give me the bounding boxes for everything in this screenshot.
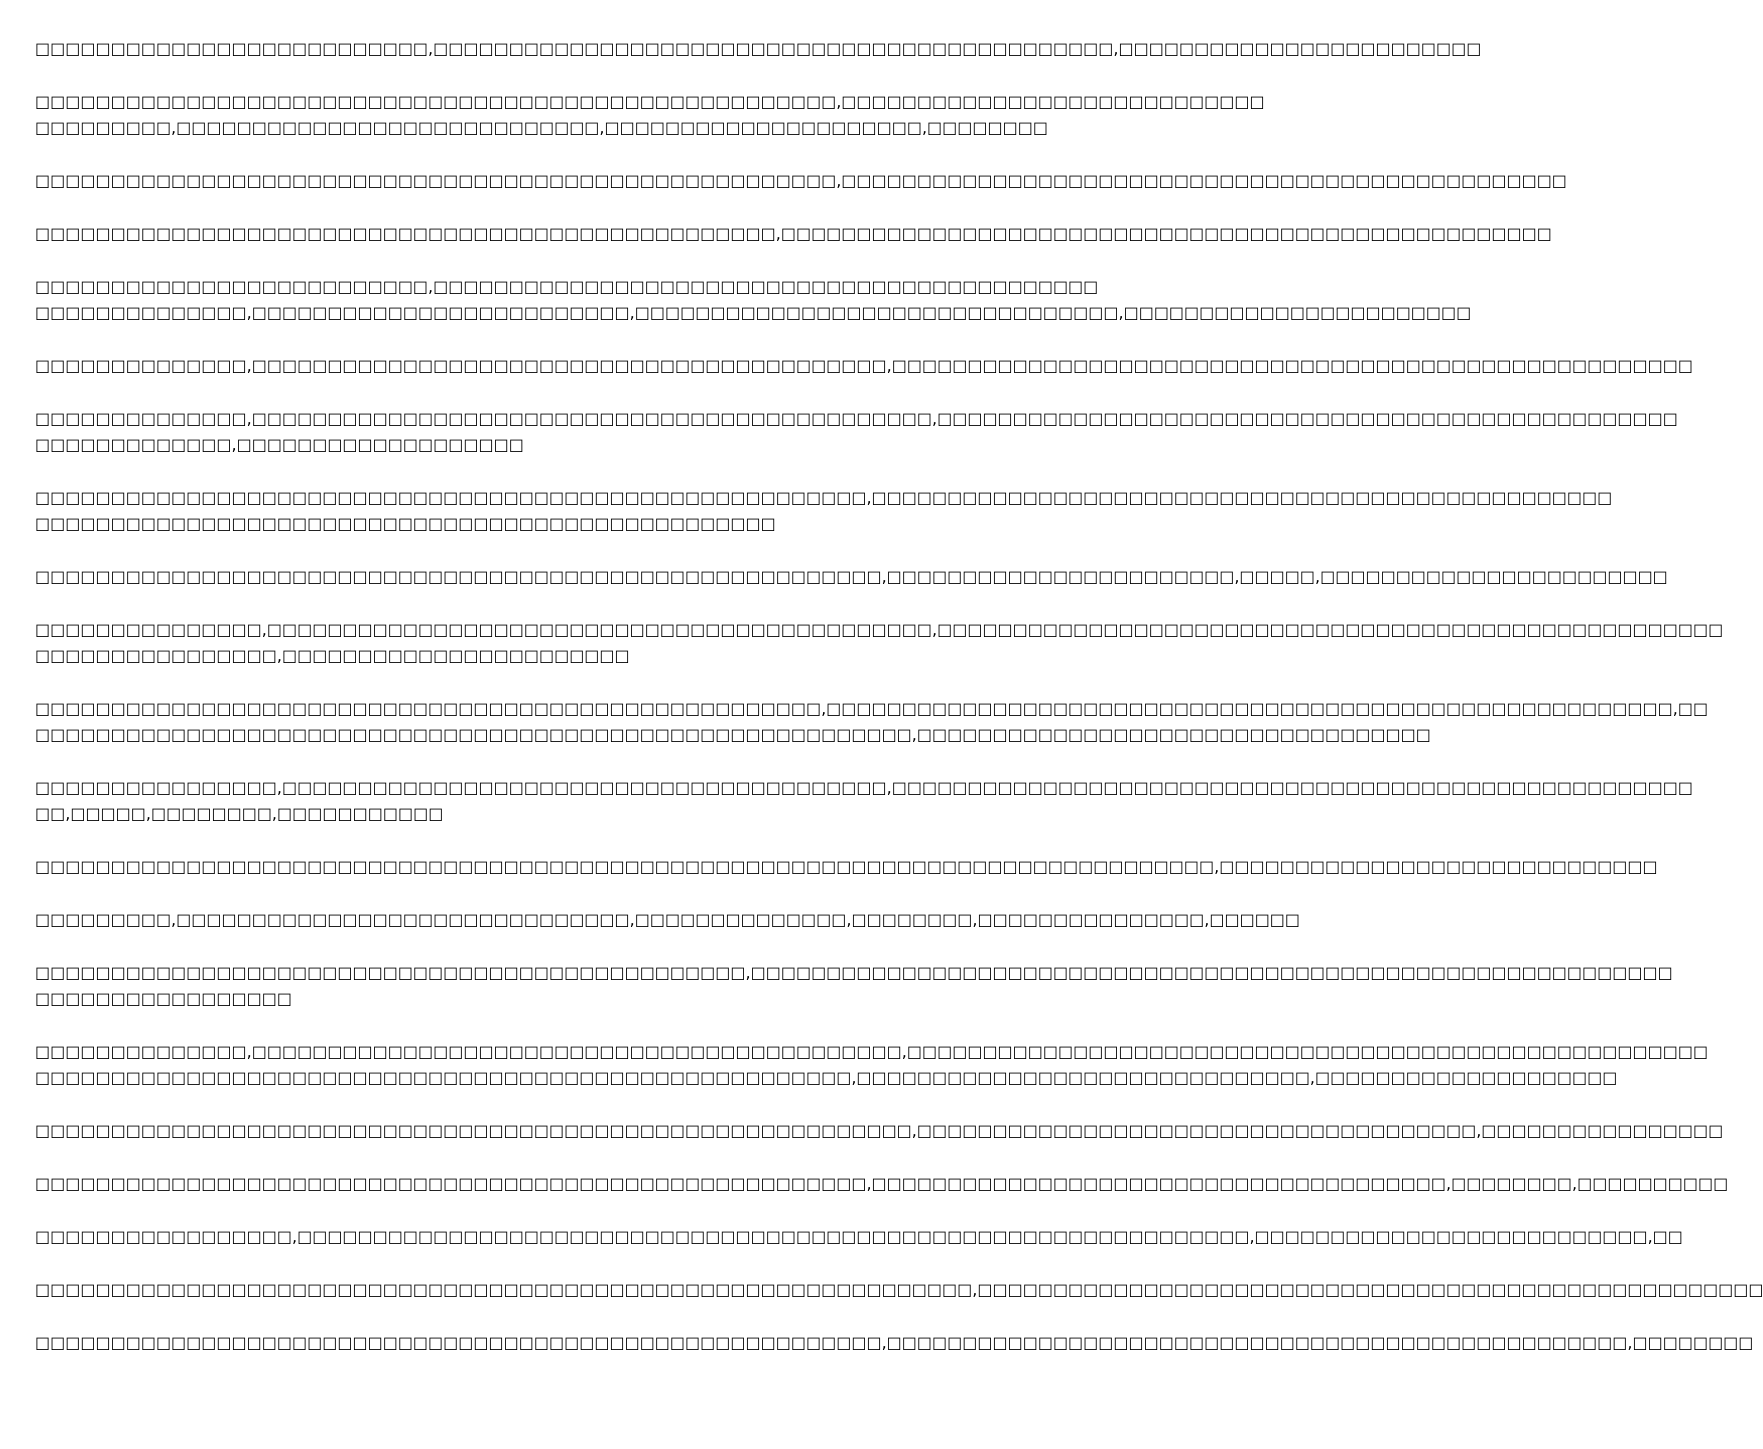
paragraph <box>35 907 1301 933</box>
paragraph <box>35 960 1673 1012</box>
paragraph-line: □□□□□□□□□□□□□□□□,□□□□□□□□□□□□□□□□□□□□□□□ <box>35 646 630 665</box>
paragraph-line: □□□□□□□□□□□□□□□□□□□□□□□□□□□□□□□□□□□□□□□□□□□□□□□□□□□□□□□□□□,□□□□□□□□□□□□□□□□□□□□□□□□□□□□□□□□□□ <box>35 725 1431 744</box>
paragraph-line: □□□□□□□□□□□□□□□□□□□□□□□□□□□□□□□□□□□□□□□□□□□□□□□,□□□□□□□□□□□□□□□□□□□□□□□□□□□□□□□□□□□□□□□□□□□□□□□□□□□□□□□□□□□□□ <box>35 963 1673 982</box>
paragraph-line: □□□□□□□□□□□□□□□□□□□□□□□□□□□□□□□□□□□□□□□□□□□□□□□□□□□□□□□□,□□□□□□□□□□□□□□□□□□□□□□□□□□□□□□□□□□□□□□□□□□□□□□□□□,□□□□□□□□ <box>35 1333 1754 1352</box>
paragraph-line: □□□□□□□□□□□□□□□□□□□□□□□□□□□□□□□□□□□□□□□□□□□□□□□□□□□□□□□□□□□□□□,□□□□□□□□□□□□□□□□□□□□□□□□□□□□□□□□□□□□□□□□□□□□□□□□□□□□ <box>35 1280 1763 1299</box>
paragraph <box>35 274 1472 326</box>
paragraph-line: □□□□□□□□□□□□□□□□,□□□□□□□□□□□□□□□□□□□□□□□□□□□□□□□□□□□□□□□□,□□□□□□□□□□□□□□□□□□□□□□□□□□□□□□□□□□□□□□□□□□□□□□□□□□□□□ <box>35 778 1693 797</box>
paragraph <box>35 406 1678 458</box>
paragraph-line: □□□□□□□□□□□□□□□□□□□□□□□□□□□□□□□□□□□□□□□□□□□□□□□□□□□□□,□□□□□□□□□□□□□□□□□□□□□□□□□□□□□□□□□□□□□□□□□□□□□□□□ <box>35 171 1567 190</box>
paragraph-line: □□□□□□□□□□□□□□□□□□□□□□□□□□□□□□□□□□□□□□□□□□□□□□□□□□□□□□□□□□,□□□□□□□□□□□□□□□□□□□□□□□□□□□□□□□□□□□□□,□□□□□□□□□□□□□□□□ <box>35 1121 1724 1140</box>
paragraph-line: □□□□□□□□□□□□□□□□□□□□□□□□□□□□□□□□□□□□□□□□□□□□□□□□□□□□□□,□□□□□□□□□□□□□□□□□□□□□□□□□□□□□□,□□□□□□□□□□□□□□□□□□□□ <box>35 1068 1618 1087</box>
paragraph <box>35 617 1724 669</box>
paragraph-line: □□□□□□□□□□□□□□,□□□□□□□□□□□□□□□□□□□□□□□□□□□□□□□□□□□□□□□□□□□,□□□□□□□□□□□□□□□□□□□□□□□□□□□□□□□□□□□□□□□□□□□□□□□□□□□□□ <box>35 1042 1709 1061</box>
paragraph-line: □□□□□□□□□□□□□□□□□□□□□□□□□□□□□□□□□□□□□□□□□□□□□□□□□□□□□,□□□□□□□□□□□□□□□□□□□□□□□□□□□□ <box>35 92 1265 111</box>
paragraph-line: □□□□□□□□□□□□□□□□□□□□□□□□□□□□□□□□□□□□□□□□□□□□□□□□□□□□,□□□□□□□□□□□□□□□□□□□□□□□□□□□□□□□□□□□□□□□□□□□□□□□□□□□□□□□□,□□ <box>35 699 1709 718</box>
paragraph <box>35 1171 1729 1197</box>
paragraph-line: □□□□□□□□□□□□□□□,□□□□□□□□□□□□□□□□□□□□□□□□□□□□□□□□□□□□□□□□□□□□,□□□□□□□□□□□□□□□□□□□□□□□□□□□□□□□□□□□□□□□□□□□□□□□□□□□□ <box>35 620 1724 639</box>
paragraph <box>35 1039 1709 1091</box>
paragraph-line: □□□□□□□□□□□□□□□□□□□□□□□□□□□□□□□□□□□□□□□□□□□□□□□□□□□□□□□,□□□□□□□□□□□□□□□□□□□□□□□□□□□□□□□□□□□□□□,□□□□□□□□,□□□□□□□□□□ <box>35 1174 1729 1193</box>
paragraph-line: □□□□□□□□□□□□□□,□□□□□□□□□□□□□□□□□□□□□□□□□□□□□□□□□□□□□□□□□□□□□,□□□□□□□□□□□□□□□□□□□□□□□□□□□□□□□□□□□□□□□□□□□□□□□□□ <box>35 409 1678 428</box>
paragraph-line: □□□□□□□□□□□□□□□□□□□□□□□□□□□□□□□□□□□□□□□□□□□□□□□□□,□□□□□□□□□□□□□□□□□□□□□□□□□□□□□□□□□□□□□□□□□□□□□□□□□□□ <box>35 224 1552 243</box>
paragraph <box>35 485 1613 537</box>
paragraph-line: □□□□□□□□□□□□□□□□□□□□□□□□□□□□□□□□□□□□□□□□□□□□□□□□□□□□□□□□□□□□□□□□□□□□□□□□□□□□□□,□□□□□□□□□□□□□□□□□□□□□□□□□□□□□ <box>35 857 1658 876</box>
paragraph-line: □□□□□□□□□,□□□□□□□□□□□□□□□□□□□□□□□□□□□□□□,□□□□□□□□□□□□□□,□□□□□□□□,□□□□□□□□□□□□□□□,□□□□□□ <box>35 910 1301 929</box>
paragraph <box>35 89 1265 141</box>
paragraph <box>35 221 1552 247</box>
paragraph-line: □□□□□□□□□□□□□□□□□□□□□□□□□□□□□□□□□□□□□□□□□□□□□□□□□ <box>35 514 776 533</box>
paragraph-line: □□□□□□□□□□□□□□,□□□□□□□□□□□□□□□□□□□□□□□□□□□□□□□□□□□□□□□□□□,□□□□□□□□□□□□□□□□□□□□□□□□□□□□□□□□□□□□□□□□□□□□□□□□□□□□□ <box>35 356 1693 375</box>
paragraph-line: □□□□□□□□□□□□□□,□□□□□□□□□□□□□□□□□□□□□□□□□,□□□□□□□□□□□□□□□□□□□□□□□□□□□□□□□□,□□□□□□□□□□□□□□□□□□□□□□□ <box>35 303 1472 322</box>
paragraph-line: □□□□□□□□□□□□□□□□□,□□□□□□□□□□□□□□□□□□□□□□□□□□□□□□□□□□□□□□□□□□□□□□□□□□□□□□□□□□□□□□□,□□□□□□□□□□□□□□□□□□□□□□□□□□,□□ <box>35 1227 1683 1246</box>
paragraph <box>35 854 1658 880</box>
paragraph <box>35 36 1482 62</box>
paragraph <box>35 775 1693 827</box>
paragraph <box>35 1224 1683 1250</box>
paragraph <box>35 353 1693 379</box>
paragraph <box>35 696 1709 748</box>
paragraph-line: □□□□□□□□□□□□□□□□□□□□□□□□□□,□□□□□□□□□□□□□□□□□□□□□□□□□□□□□□□□□□□□□□□□□□□□ <box>35 277 1099 296</box>
paragraph <box>35 1118 1724 1144</box>
paragraph-line: □□□□□□□□□□□□□,□□□□□□□□□□□□□□□□□□□ <box>35 435 524 454</box>
paragraph <box>35 1330 1754 1356</box>
paragraph-line: □□□□□□□□□□□□□□□□□□□□□□□□□□□□□□□□□□□□□□□□□□□□□□□□□□□□□□□□,□□□□□□□□□□□□□□□□□□□□□□□,□□□□□,□□□□□□□□□□□□□□□□□□□□□□□ <box>35 567 1668 586</box>
paragraph <box>35 564 1668 590</box>
document-body <box>35 36 1763 1383</box>
paragraph-line: □□□□□□□□□□□□□□□□□□□□□□□□□□,□□□□□□□□□□□□□□□□□□□□□□□□□□□□□□□□□□□□□□□□□□□□□,□□□□□□□□□□□□□□□□□□□□□□□□ <box>35 39 1482 58</box>
paragraph <box>35 1277 1763 1303</box>
paragraph <box>35 168 1567 194</box>
paragraph-line: □□□□□□□□□□□□□□□□□□□□□□□□□□□□□□□□□□□□□□□□□□□□□□□□□□□□□□□,□□□□□□□□□□□□□□□□□□□□□□□□□□□□□□□□□□□□□□□□□□□□□□□□□ <box>35 488 1613 507</box>
paragraph-line: □□,□□□□□,□□□□□□□□,□□□□□□□□□□□ <box>35 804 444 823</box>
paragraph-line: □□□□□□□□□,□□□□□□□□□□□□□□□□□□□□□□□□□□□□,□□□□□□□□□□□□□□□□□□□□□,□□□□□□□□ <box>35 118 1048 137</box>
paragraph-line: □□□□□□□□□□□□□□□□□ <box>35 989 292 1008</box>
